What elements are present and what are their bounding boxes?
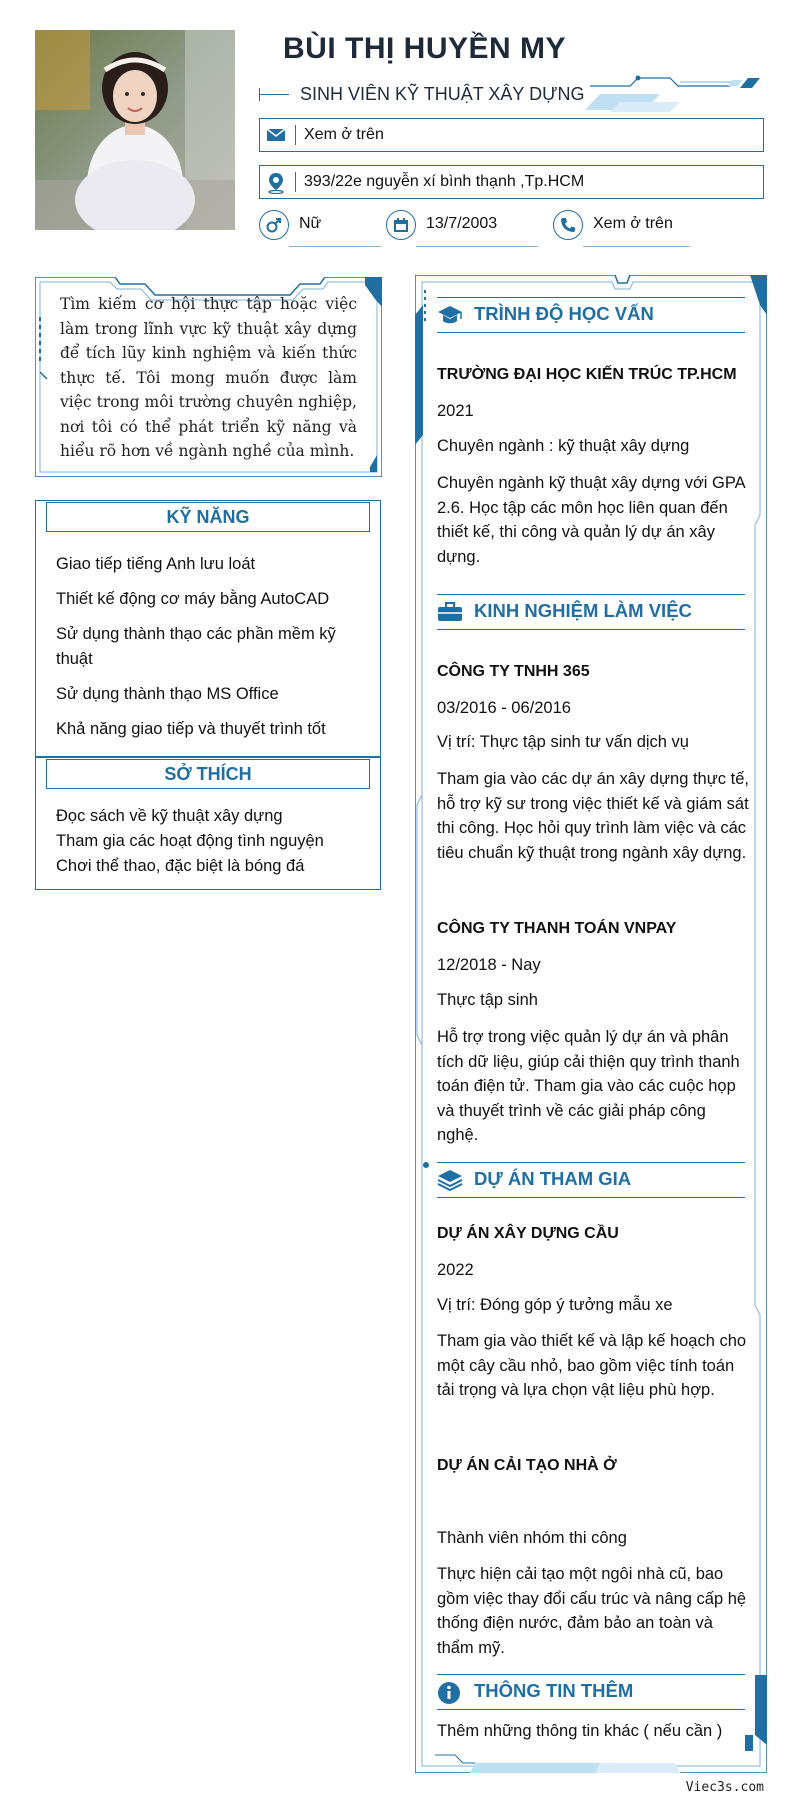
separator (295, 172, 296, 192)
job-position: Vị trí: Thực tập sinh tư vấn dịch vụ (437, 733, 689, 751)
objective-text: Tìm kiếm cơ hội thực tập hoặc việc làm trong lĩnh vực kỹ thuật xây dựng để tích lũy kinh nghiệm và kiến thức thực tế. Tôi mong muốn được làm việc trong môi trường chuyên nghiệp, nơi tôi có thể phát triển kỹ năng và hiểu rõ hơn về ngành nghề của mình. (60, 295, 357, 460)
education-year: 2021 (437, 402, 474, 420)
divider (35, 756, 381, 758)
email-field (259, 118, 764, 152)
list-item: Tham gia các hoạt động tình nguyện (56, 832, 324, 850)
job-company: CÔNG TY THANH TOÁN VNPAY (437, 920, 677, 937)
project-year: 2022 (437, 1261, 474, 1279)
graduation-cap-icon (437, 304, 463, 326)
additional-heading (437, 1674, 745, 1710)
underline (583, 246, 690, 247)
experience-title: KINH NGHIỆM LÀM VIỆC (474, 600, 692, 621)
underline (416, 246, 538, 247)
project-description: Thực hiện cải tạo một ngôi nhà cũ, bao gồm việc thay đổi cấu trúc và nâng cấp hệ thống điện nước, đảm bảo an toàn và thẩm mỹ. (437, 1565, 747, 1657)
profile-photo (35, 30, 235, 230)
gender-text: Nữ (299, 215, 322, 232)
email-icon (266, 125, 286, 145)
job-description: Hỗ trợ trong việc quản lý dự án và phân tích dữ liệu, giúp cải thiện quy trình thanh toán điện tử. Tham gia vào các cuộc họp và thuyết trình về các giải pháp công nghệ. (437, 1028, 740, 1144)
project-name: DỰ ÁN CẢI TẠO NHÀ Ở (437, 1457, 617, 1474)
briefcase-icon (437, 601, 463, 623)
candidate-name: BÙI THỊ HUYỀN MY (283, 32, 567, 65)
list-item: Giao tiếp tiếng Anh lưu loát (56, 555, 256, 573)
separator (295, 125, 296, 145)
phone-text: Xem ở trên (593, 215, 673, 232)
circuit-decoration (560, 72, 770, 112)
job-position: Thực tập sinh (437, 991, 538, 1009)
underline (289, 246, 381, 247)
address-text: 393/22e nguyễn xí bình thạnh ,Tp.HCM (304, 173, 585, 190)
job-description: Tham gia vào các dự án xây dựng thực tế, hỗ trợ kỹ sư trong việc thiết kế và giám sát thi công. Học hỏi quy trình làm việc và các tiêu chuẩn kỹ thuật trong ngành xây dựng. (437, 770, 749, 862)
skills-title: KỸ NĂNG (46, 502, 370, 532)
phone-icon (553, 210, 583, 240)
location-icon (266, 172, 286, 192)
title-decoration-line (259, 94, 289, 95)
education-major: Chuyên ngành : kỹ thuật xây dựng (437, 437, 690, 455)
projects-heading (437, 1162, 745, 1198)
project-name: DỰ ÁN XÂY DỰNG CẦU (437, 1225, 619, 1242)
job-title: SINH VIÊN KỸ THUẬT XÂY DỰNG (300, 84, 585, 104)
project-role: Vị trí: Đóng góp ý tưởng mẫu xe (437, 1296, 673, 1314)
calendar-icon (386, 210, 416, 240)
skills-list (56, 552, 361, 742)
list-item: Sử dụng thành thạo MS Office (56, 685, 279, 703)
education-description: Chuyên ngành kỹ thuật xây dựng với GPA 2.6. Học tập các môn học liên quan đến thiết kế, thi công và quản lý dự án xây dựng. (437, 474, 745, 566)
gender-icon (259, 210, 289, 240)
additional-text: Thêm những thông tin khác ( nếu cần ) (437, 1722, 723, 1740)
experience-heading (437, 594, 745, 630)
job-period: 03/2016 - 06/2016 (437, 699, 571, 717)
list-item: Chơi thể thao, đặc biệt là bóng đá (56, 857, 305, 875)
project-description: Tham gia vào thiết kế và lập kế hoạch cho một cây cầu nhỏ, bao gồm việc tính toán tải trọng và lựa chọn vật liệu phù hợp. (437, 1332, 747, 1399)
list-item: Sử dụng thành thạo các phần mềm kỹ thuật (56, 625, 336, 668)
hobbies-title: SỞ THÍCH (46, 759, 370, 789)
list-item: Thiết kế động cơ máy bằng AutoCAD (56, 590, 330, 608)
job-period: 12/2018 - Nay (437, 956, 541, 974)
list-item: Khả năng giao tiếp và thuyết trình tốt (56, 720, 326, 738)
layers-icon (437, 1169, 463, 1191)
education-heading (437, 297, 745, 333)
address-field (259, 165, 764, 199)
projects-title: DỰ ÁN THAM GIA (474, 1168, 632, 1189)
education-title: TRÌNH ĐỘ HỌC VẤN (474, 303, 654, 324)
info-icon (437, 1681, 463, 1703)
school-name: TRƯỜNG ĐẠI HỌC KIẾN TRÚC TP.HCM (437, 366, 737, 383)
footer-watermark: Viec3s.com (685, 1780, 764, 1795)
list-item: Đọc sách về kỹ thuật xây dựng (56, 807, 283, 825)
hobbies-list (56, 804, 361, 879)
additional-title: THÔNG TIN THÊM (474, 1680, 634, 1701)
birthday-text: 13/7/2003 (426, 215, 498, 232)
project-role: Thành viên nhóm thi công (437, 1529, 627, 1547)
job-company: CÔNG TY TNHH 365 (437, 663, 590, 680)
email-text: Xem ở trên (304, 126, 384, 143)
